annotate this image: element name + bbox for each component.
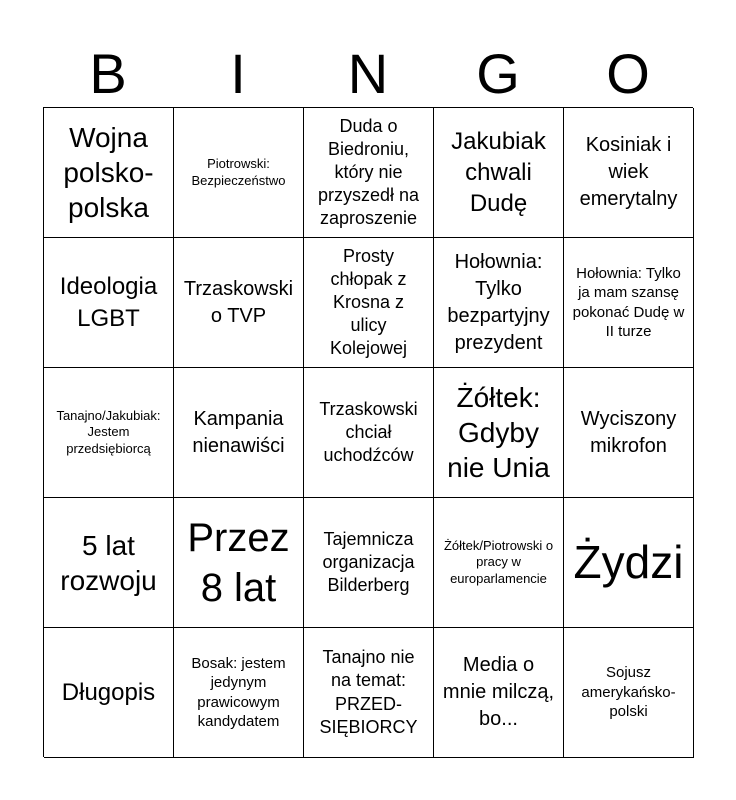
bingo-cell[interactable] (174, 498, 304, 628)
cell-label: Sojusz amerykańsko-polski (581, 664, 676, 721)
cell-label: Tanajno nie na temat: PRZED-SIĘBIORCY (319, 647, 418, 737)
header-letter-b: B (89, 42, 127, 105)
bingo-board (43, 107, 693, 757)
bingo-cell[interactable] (434, 368, 564, 498)
cell-label: Media o mnie milczą, bo... (442, 654, 555, 730)
cell-label: 5 lat rozwoju (60, 529, 157, 596)
header-letter-n: N (347, 42, 389, 105)
bingo-cell[interactable] (304, 498, 434, 628)
cell-label: Trzaskowski chciał uchodźców (319, 398, 418, 466)
bingo-cell[interactable] (564, 368, 694, 498)
bingo-cell[interactable] (434, 628, 564, 758)
header-letter-i: I (230, 42, 246, 105)
cell-label: Przez 8 lat (187, 515, 290, 610)
cell-label: Hołownia: Tylko bezpartyjny prezydent (447, 250, 550, 354)
bingo-cell[interactable] (174, 628, 304, 758)
bingo-cell[interactable] (564, 628, 694, 758)
cell-label: Trzaskowski o TVP (183, 277, 294, 327)
bingo-cell[interactable] (174, 368, 304, 498)
bingo-cell[interactable] (564, 108, 694, 238)
bingo-cell[interactable] (434, 238, 564, 368)
bingo-cell[interactable] (304, 368, 434, 498)
cell-label: Długopis (61, 678, 156, 706)
bingo-cell[interactable] (44, 628, 174, 758)
cell-label: Kampania nienawiści (192, 407, 285, 457)
bingo-cell[interactable] (564, 498, 694, 628)
bingo-cell[interactable] (174, 238, 304, 368)
cell-label: Żydzi (573, 536, 684, 589)
cell-label: Tajemnicza organizacja Bilderberg (322, 528, 415, 596)
cell-label: Piotrowski: Bezpieczeństwo (191, 156, 286, 188)
bingo-cell[interactable] (564, 238, 694, 368)
bingo-cell[interactable] (434, 498, 564, 628)
cell-label: Kosiniak i wiek emerytalny (579, 134, 678, 210)
bingo-cell[interactable] (304, 108, 434, 238)
bingo-header (43, 40, 693, 108)
cell-label: Tanajno/Jakubiak: Jestem przedsiębiorcą (56, 408, 161, 456)
bingo-cell[interactable] (304, 628, 434, 758)
bingo-cell[interactable] (44, 368, 174, 498)
header-letter-o: O (606, 42, 650, 105)
bingo-cell[interactable] (434, 108, 564, 238)
cell-label: Wyciszony mikrofon (580, 407, 677, 457)
bingo-cell[interactable] (44, 498, 174, 628)
cell-label: Duda o Biedroniu, który nie przyszedł na zaproszenie (317, 115, 420, 229)
cell-label: Prosty chłopak z Krosna z ulicy Kolejowej (329, 245, 408, 359)
cell-label: Żółtek/Piotrowski o pracy w europarlamencie (443, 538, 554, 586)
bingo-cell[interactable] (174, 108, 304, 238)
cell-label: Hołownia: Tylko ja mam szansę pokonać Dudę w II turze (572, 264, 685, 340)
bingo-cell[interactable] (44, 238, 174, 368)
cell-label: Ideologia LGBT (59, 273, 158, 332)
cell-label: Żółtek: Gdyby nie Unia (447, 382, 550, 483)
bingo-cell[interactable] (44, 108, 174, 238)
header-letter-g: G (476, 42, 520, 105)
bingo-cell[interactable] (304, 238, 434, 368)
cell-label: Bosak: jestem jedynym prawicowym kandydatem (191, 654, 286, 730)
cell-label: Wojna polsko-polska (63, 122, 154, 223)
cell-label: Jakubiak chwali Dudę (451, 127, 546, 218)
